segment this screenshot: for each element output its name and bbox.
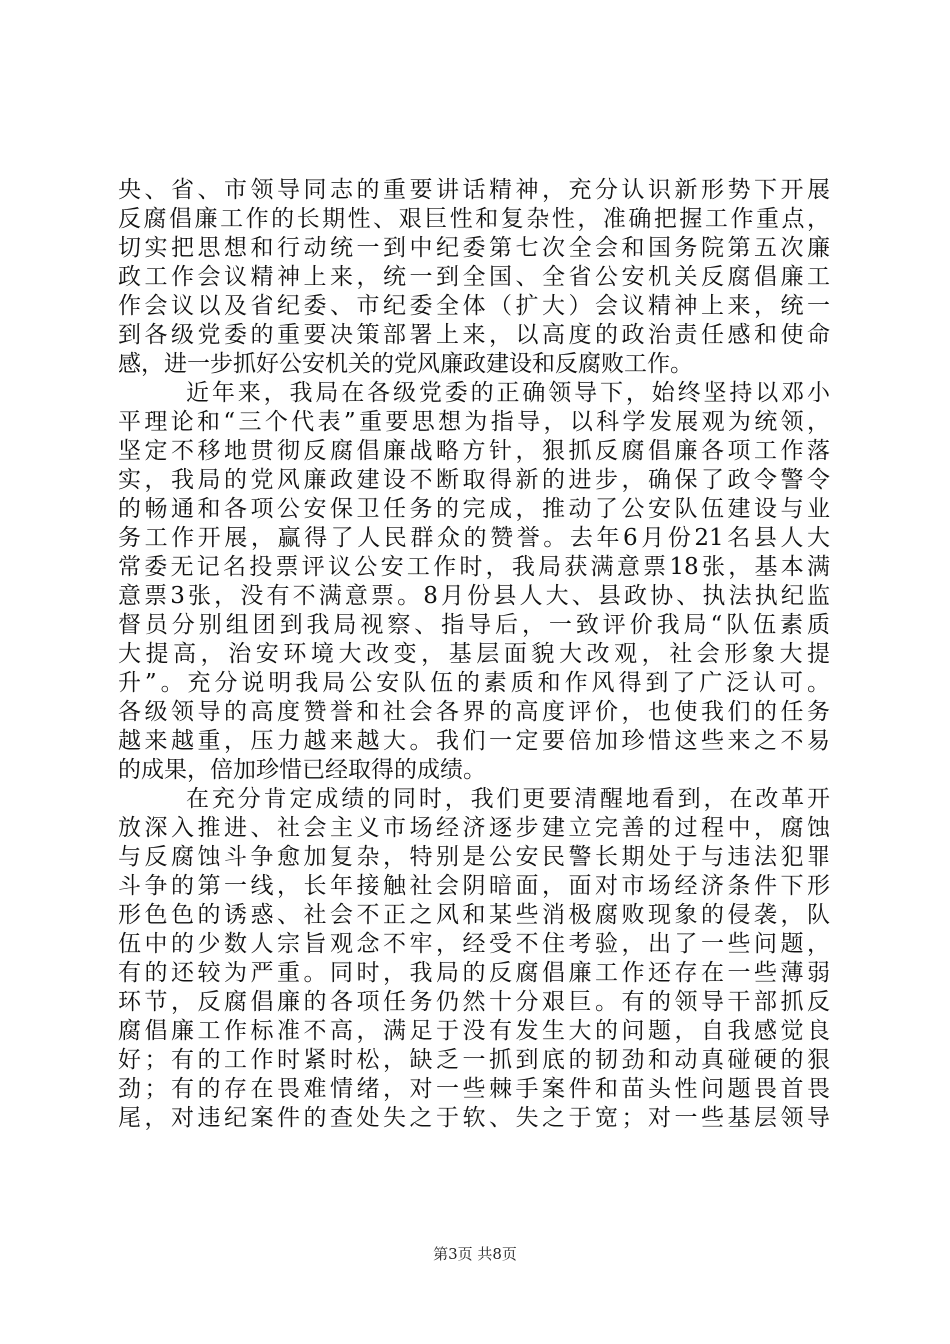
text-line: 大提高，治安环境大改变，基层面貌大改观，社会形象大提 xyxy=(118,641,830,667)
page-number-footer: 第3页 共8页 xyxy=(433,1245,517,1263)
text-line: 作会议以及省纪委、市纪委全体（扩大）会议精神上来，统一 xyxy=(118,293,830,319)
text-line: 平理论和“三个代表”重要思想为指导，以科学发展观为统领， xyxy=(118,409,830,435)
text-line: 各级领导的高度赞誉和社会各界的高度评价，也使我们的任务 xyxy=(118,699,830,725)
text-line: 有的还较为严重。同时，我局的反腐倡廉工作还存在一些薄弱 xyxy=(118,960,830,986)
text-line: 督员分别组团到我局视察、指导后，一致评价我局“队伍素质 xyxy=(118,612,830,638)
text-line: 的成果，倍加珍惜已经取得的成绩。 xyxy=(118,757,486,783)
text-line: 腐倡廉工作标准不高，满足于没有发生大的问题，自我感觉良 xyxy=(118,1018,830,1044)
paragraph-first-line: 在充分肯定成绩的同时，我们更要清醒地看到，在改革开 xyxy=(186,786,830,812)
text-line: 坚定不移地贯彻反腐倡廉战略方针，狠抓反腐倡廉各项工作落 xyxy=(118,438,830,464)
text-line: 伍中的少数人宗旨观念不牢，经受不住考验，出了一些问题， xyxy=(118,931,830,957)
text-line: 感，进一步抓好公安机关的党风廉政建设和反腐败工作。 xyxy=(118,351,693,377)
text-line: 常委无记名投票评议公安工作时，我局获满意票18张，基本满 xyxy=(118,554,830,580)
paragraph-first-line: 近年来，我局在各级党委的正确领导下，始终坚持以邓小 xyxy=(186,380,830,406)
text-line: 与反腐蚀斗争愈加复杂，特别是公安民警长期处于与违法犯罪 xyxy=(118,844,830,870)
text-line: 尾，对违纪案件的查处失之于软、失之于宽；对一些基层领导 xyxy=(118,1105,830,1131)
text-line: 实，我局的党风廉政建设不断取得新的进步，确保了政令警令 xyxy=(118,467,830,493)
text-line: 到各级党委的重要决策部署上来，以高度的政治责任感和使命 xyxy=(118,322,830,348)
text-line: 斗争的第一线，长年接触社会阴暗面，面对市场经济条件下形 xyxy=(118,873,830,899)
text-line: 反腐倡廉工作的长期性、艰巨性和复杂性，准确把握工作重点， xyxy=(118,206,830,232)
text-line: 形色色的诱惑、社会不正之风和某些消极腐败现象的侵袭，队 xyxy=(118,902,830,928)
text-line: 劲；有的存在畏难情绪，对一些棘手案件和苗头性问题畏首畏 xyxy=(118,1076,830,1102)
text-line: 环节，反腐倡廉的各项任务仍然十分艰巨。有的领导干部抓反 xyxy=(118,989,830,1015)
text-line: 意票3张，没有不满意票。8月份县人大、县政协、执法执纪监 xyxy=(118,583,830,609)
text-line: 切实把思想和行动统一到中纪委第七次全会和国务院第五次廉 xyxy=(118,235,830,261)
text-line: 务工作开展，赢得了人民群众的赞誉。去年6月份21名县人大 xyxy=(118,525,830,551)
text-line: 好；有的工作时紧时松，缺乏一抓到底的韧劲和动真碰硬的狠 xyxy=(118,1047,830,1073)
text-line: 央、省、市领导同志的重要讲话精神，充分认识新形势下开展 xyxy=(118,177,830,203)
text-line: 政工作会议精神上来，统一到全国、全省公安机关反腐倡廉工 xyxy=(118,264,830,290)
text-line: 放深入推进、社会主义市场经济逐步建立完善的过程中，腐蚀 xyxy=(118,815,830,841)
text-line: 升”。充分说明我局公安队伍的素质和作风得到了广泛认可。 xyxy=(118,670,830,696)
text-line: 越来越重，压力越来越大。我们一定要倍加珍惜这些来之不易 xyxy=(118,728,830,754)
text-line: 的畅通和各项公安保卫任务的完成，推动了公安队伍建设与业 xyxy=(118,496,830,522)
body-text xyxy=(118,176,830,1133)
